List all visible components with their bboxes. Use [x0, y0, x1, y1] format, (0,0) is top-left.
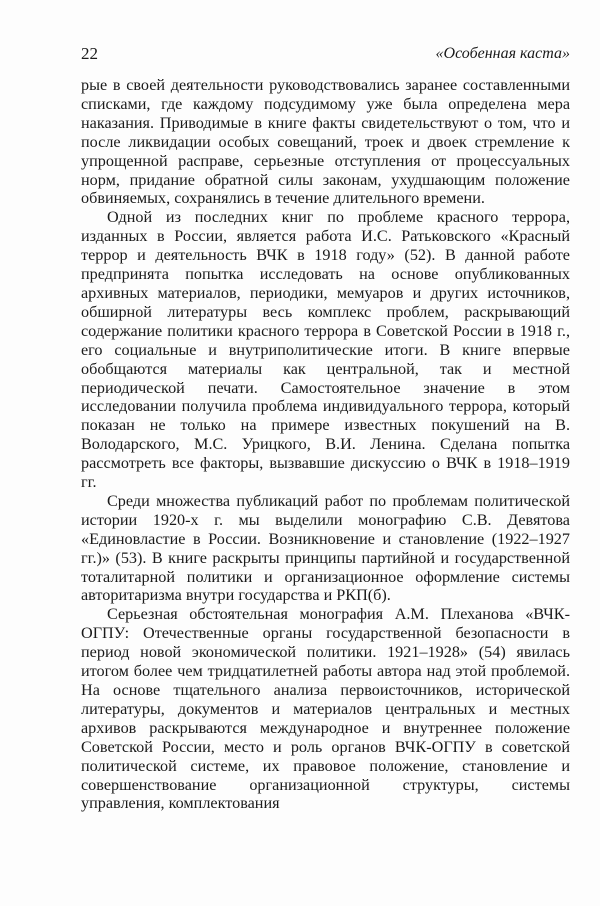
paragraph-1: рые в своей деятельности руководствовались заранее составленными списками, где каждому подсудимому уже была определена мера наказания. Приводимые в книге факты свидетельствуют о том, что и после ликвидации особых совещаний, троек и двоек стремление к упрощенной расправе, серьезные отступления от процессуальных норм, придание обратной силы законам, ухудшающим положение обвиняемых, сохранялись в течение длительного времени.	[81, 76, 570, 208]
body-text	[81, 76, 570, 813]
running-title: «Особенная каста»	[435, 45, 570, 62]
paragraph-3: Среди множества публикаций работ по проблемам политической истории 1920-х г. мы выделили монографию С.В. Девятова «Единовластие в России. Возникновение и становление (1922–1927 гг.)» (53). В книге раскрыты принципы партийной и государственной тоталитарной политики и организационное оформление системы авторитаризма внутри государства и РКП(б).	[81, 491, 570, 605]
paragraph-2: Одной из последних книг по проблеме красного террора, изданных в России, является работа И.С. Ратьковского «Красный террор и деятельность ВЧК в 1918 году» (52). В данной работе предпринята попытка исследовать на основе опубликованных архивных материалов, периодики, мемуаров и других источников, обширной литературы весь комплекс проблем, раскрывающий содержание политики красного террора в Советской России в 1918 г., его социальные и внутриполитические итоги. В книге впервые обобщаются материалы как центральной, так и местной периодической печати. Самостоятельное значение в этом исследовании получила проблема индивидуального террора, который показан не только на примере известных покушений на В. Володарского, М.С. Урицкого, В.И. Ленина. Сделана попытка рассмотреть все факторы, вызвавшие дискуссию о ВЧК в 1918–1919 гг.	[81, 208, 570, 492]
page-header	[81, 44, 570, 64]
page-number: 22	[81, 44, 98, 63]
paragraph-4: Серьезная обстоятельная монография А.М. Плеханова «ВЧК-ОГПУ: Отечественные органы государственной безопасности в период новой экономической политики. 1921–1928» (54) явилась итогом более чем тридцатилетней работы автора над этой проблемой. На основе тщательного анализа первоисточников, исторической литературы, документов и материалов центральных и местных архивов раскрываются международное и внутреннее положение Советской России, место и роль органов ВЧК-ОГПУ в советской политической системе, их правовое положение, становление и совершенствование организационной структуры, системы управления, комплектования	[81, 605, 570, 813]
